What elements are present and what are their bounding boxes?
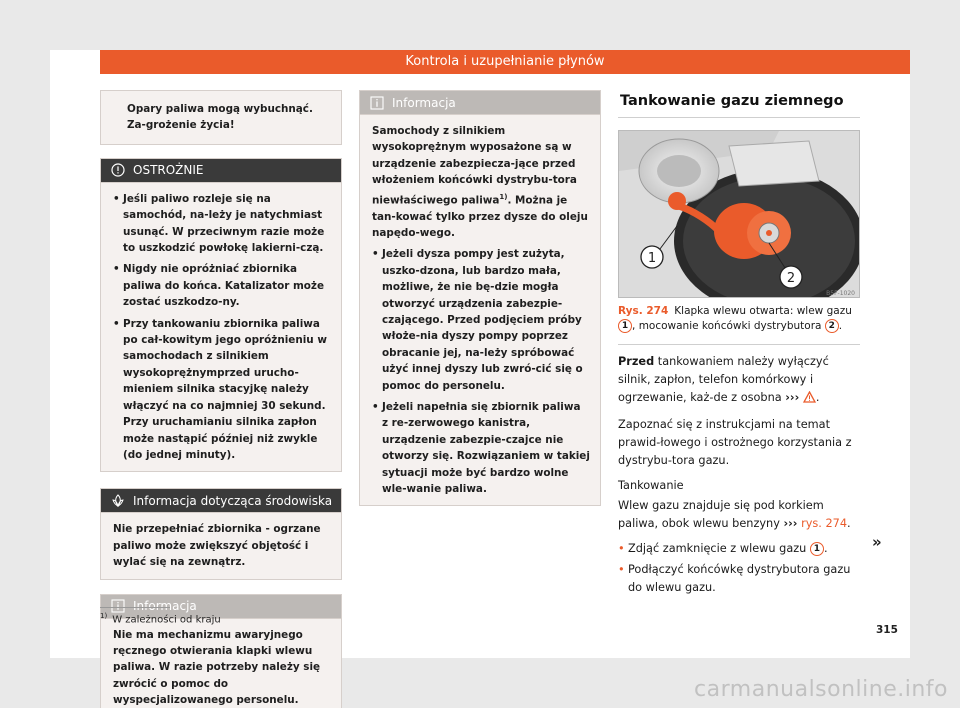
environment-box [100,488,342,579]
warning-triangle-icon [803,391,816,409]
continue-marker: » [872,533,882,551]
info-header [360,91,600,115]
paragraph-instructions: Zapoznać się z instrukcjami na temat prawid-łowego i ostrożnego korzystania z dystrybu-tora gazu. [618,418,852,467]
paragraph-before: Przed tankowaniem należy wyłączyć silnik, zapłon, telefon komórkowy i ogrzewanie, każ-de z osobna ››› . [618,353,860,409]
environment-text: Nie przepełniać zbiornika - ogrzane paliwo może zwiększyć objętość i wylać się na zewnątrz. [113,523,321,569]
body-text [618,353,860,597]
info-title: Informacja [133,599,197,614]
warning-text: Opary paliwa mogą wybuchnąć. Za-grożenie życia! [127,103,313,132]
caution-box [100,158,342,473]
info-icon [370,96,384,110]
info-bullet: • Jeżeli dysza pompy jest zużyta, uszko-dzona, lub bardzo mała, możliwe, że nie bę-dzie mogła otworzyć urządzenia zabezpie-czającego. Przed podjęciem próby włoże-nia dyszy pompy poprzez obracanie jej, na-leży spróbować użyć innej dyszy lub zwró-cić się o pomoc do personelu. [372,248,583,392]
info-box-2 [359,90,601,506]
info-text: Nie ma mechanizmu awaryjnego ręcznego otwierania klapki wlewu paliwa. W razie potrzeby należy się zwrócić o pomoc do wyspecjalizowanego personelu. [113,628,321,707]
footnote-divider [100,607,170,608]
info-bullet: • Jeżeli napełnia się zbiornik paliwa z re-zerwowego kanistra, urządzenie zabezpie-czajce nie otworzy się. Rozwiązaniem w takiej sytuacji może być bardzo wolne wle-wanie paliwa. [372,400,590,495]
info-title: Informacja [392,95,456,110]
column-3 [618,90,860,604]
caution-title: OSTROŻNIE [133,163,204,178]
callout-1-badge: 1 [618,319,632,333]
callout-1-badge: 1 [810,542,824,556]
caution-header [101,159,341,183]
info-paragraph: Samochody z silnikiem wysokoprężnym wyposażone są w urządzenie zabezpiecza-jące przed włożeniem końcówki dystrybu-tora niewłaściwego paliwa$^{1)}$. Można je tan-kować tylko przez dysze do oleju napędo-wego. [372,125,588,239]
watermark: carmanualsonline.info [694,677,948,702]
caution-bullet: • Nigdy nie opróżniać zbiornika paliwa do końca. Katalizator może zostać uszkodzo-ny. [113,263,325,309]
fuel-flap-figure [618,130,860,298]
page-number: 315 [876,624,898,636]
figure-link[interactable]: rys. 274 [801,517,848,530]
exclamation-circle-icon [111,163,125,177]
figure-ref: Rys. 274 [618,305,669,317]
section-heading: Tankowanie gazu ziemnego [618,90,860,118]
environment-header [101,489,341,513]
figure-code: B5F-1020 [826,290,855,297]
step-bullet: • Podłączyć końcówkę dystrybutora gazu do wlewu gazu. [618,563,851,594]
info-box-1 [100,594,342,708]
footnote: $^{1)}$ W zależności od kraju [100,612,221,626]
subheading-tankowanie: Tankowanie [618,479,684,492]
caution-bullet: • Przy tankowaniu zbiornika paliwa po cał-kowitym jego opróżnieniu w samochodach z silnikiem wysokoprężnymprzed urucho-mieniem silnika stacyjkę należy włączyć na co najmniej 30 sekund. Przy uruchamianiu silnika zapłon może nastąpić później niż zwykle (do jednej minuty). [113,317,327,461]
page-header: Kontrola i uzupełnianie płynów [100,50,910,74]
environment-title: Informacja dotycząca środowiska [133,493,333,508]
column-2 [359,90,601,506]
warning-continuation-box [100,90,342,145]
step-bullet: • Zdjąć zamknięcie z wlewu gazu 1 . [618,542,828,555]
figure-label-1: 1 [647,251,657,266]
figure-caption: Rys. 274 Klapka wlewu otwarta: wlew gazu 1 , mocowanie końcówki dystrybutora 2 . [618,304,860,345]
paragraph-location: Wlew gazu znajduje się pod korkiem paliwa, obok wlewu benzyny ››› rys. 274. [618,499,851,530]
figure-label-2: 2 [786,271,796,286]
caution-bullet: • Jeśli paliwo rozleje się na samochód, na-leży je natychmiast usunąć. W przeciwnym razie może to uszkodzić powłokę lakierni-czą. [113,192,325,255]
callout-2-badge: 2 [825,319,839,333]
leaf-icon [111,494,125,508]
